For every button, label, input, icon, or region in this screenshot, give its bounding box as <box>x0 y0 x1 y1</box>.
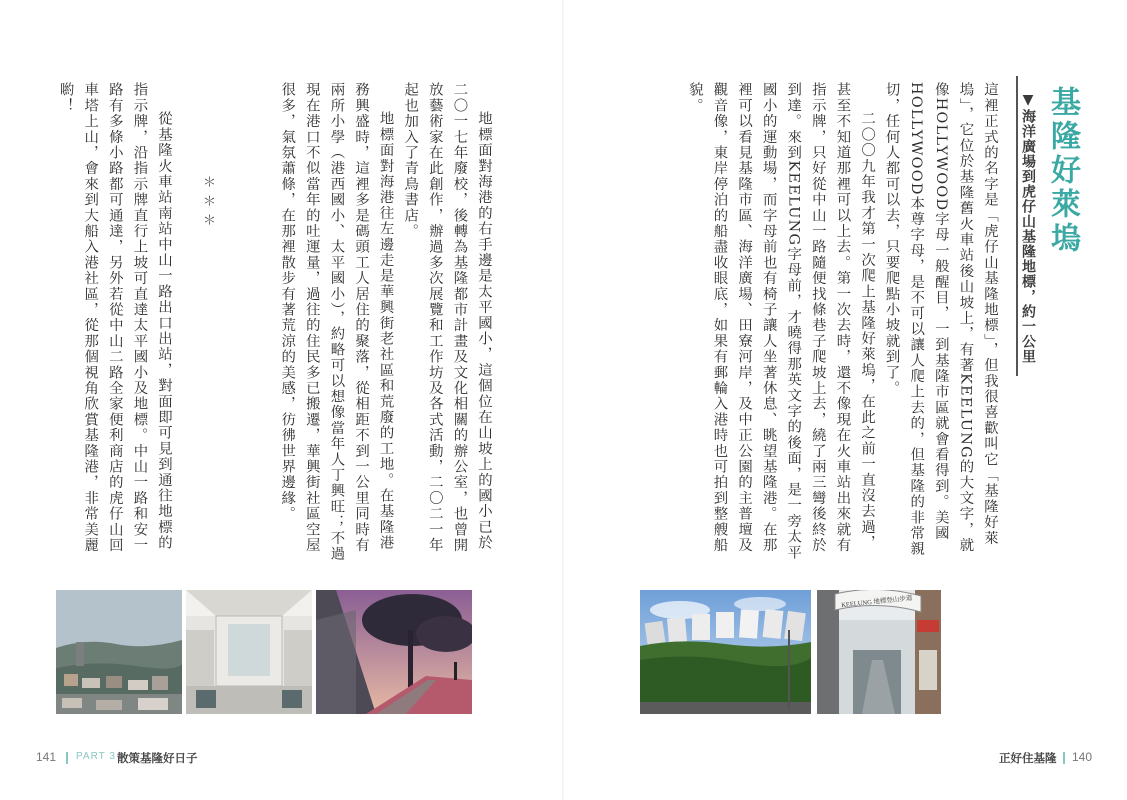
footer-section-title: 正好住基隆 <box>999 751 1057 765</box>
page-number: 141 <box>36 750 57 764</box>
footer-divider <box>66 752 68 764</box>
paragraph: 這裡正式的名字是「虎仔山基隆地標」，但我很喜歡叫它「基隆好萊塢」，它位於基隆舊火車站後山坡上，有著KEELUNG的大文字，就像HOLLYWOOD字母一般醒目，一到基隆市區就會看得到。美國HOLLYWOOD本尊字母，是不可以讓人爬上去的，但基隆的非常親切，任何人都可以去，只要爬點小坡就到了。 <box>883 82 998 557</box>
paragraph: 地標面對海港的右手邊是太平國小，這個位在山坡上的國小已於二〇一七年廢校，後轉為基隆都市計畫及文化相關的辦公室，也曾開放藝術家在此創作，辦過多次展覽和工作坊及各式活動，二〇二一年起也加入了青鳥書店。 <box>402 82 492 553</box>
page-number: 140 <box>1072 750 1093 764</box>
city-view-photo <box>56 590 182 714</box>
footer-part-label: PART 3 <box>76 751 116 762</box>
paragraph: 二〇〇九年我才第一次爬上基隆好萊塢，在此之前一直沒去過，甚至不知道那裡可以上去。第一次去時，還不像現在火車站出來就有指示牌，只好從中山一路隨便找條巷子爬坡上去，繞了兩三彎後終於到達。來到KEELUNG字母前，才曉得那英文字的後面，是一旁太平國小的運動場，而字母前也有椅子讓人坐著休息、眺望基隆港。在那裡可以看見基隆市區、海洋廣場、田寮河岸，及中正公園的主普壇及觀音像，東岸停泊的船盡收眼底，如果有郵輪入港時也可拍到整艘船貌。 <box>686 82 876 561</box>
keelung-sign-photo <box>640 590 811 714</box>
left-body-text-bottom <box>56 82 176 562</box>
footer-divider <box>1063 752 1065 764</box>
school-building-photo <box>186 590 312 714</box>
right-body-text <box>640 82 1002 562</box>
left-body-text-top <box>252 82 496 562</box>
section-title: 基隆好萊塢 <box>1045 86 1080 256</box>
page-gutter <box>562 0 564 800</box>
section-separator: ＊＊＊ <box>200 175 215 232</box>
paragraph: 從基隆火車站南站中山一路出口出站，對面即可見到通往地標的指示牌，沿指示牌直行上坡可直達太平國小及地標。中山一路和安一路有多條小路都可通達，另外若從中山二路全家便利商店的虎仔山回車塔上山，會來到大船入港社區，從那個視角欣賞基隆港，非常美麗喲！ <box>57 82 172 553</box>
section-subtitle: ▼海洋廣場到虎仔山基隆地標，約一公里 <box>1020 92 1036 364</box>
paragraph: 地標面對海港往左邊走是華興街老社區和荒廢的工地。在基隆港務興盛時，這裡多是碼頭工人居住的聚落，從相距不到一公里同時有兩所小學（港西國小、太平國小），約略可以想像當年人丁興旺；不過現在港口不似當年的吐運量，過往的住民多已搬遷，華興街社區空屋很多，氣氛蕭條，在那裡散步有著荒涼的美感，彷彿世界邊緣。 <box>279 82 394 562</box>
tree-path-photo <box>316 590 472 714</box>
trail-entrance-photo <box>817 590 941 714</box>
trail-sign-lettering: KEELUNG 地標登山步道 <box>840 594 913 610</box>
footer-section-title: 散策基隆好日子 <box>117 751 198 765</box>
